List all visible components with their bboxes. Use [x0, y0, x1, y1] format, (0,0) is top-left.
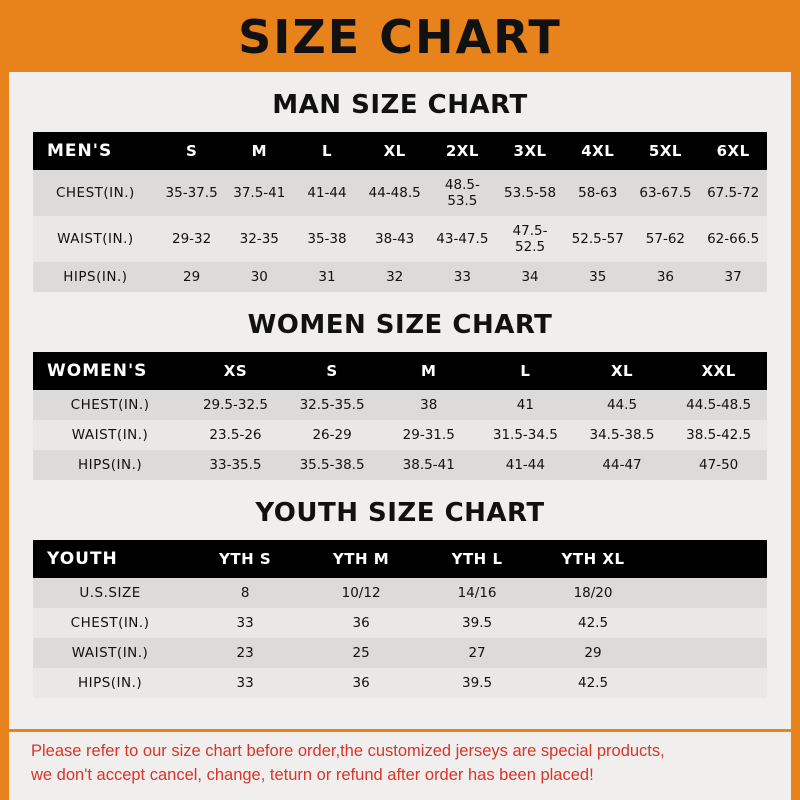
women-size-table	[33, 352, 767, 480]
column-header: MEN'S	[33, 132, 158, 170]
table-cell: 35-37.5	[158, 170, 226, 216]
table-cell: 41-44	[477, 450, 574, 480]
row-header: WAIST(IN.)	[33, 638, 187, 668]
row-header: HIPS(IN.)	[33, 668, 187, 698]
column-header: YTH S	[187, 540, 303, 578]
table-cell: 42.5	[535, 668, 651, 698]
table-cell	[651, 638, 767, 668]
column-header: YTH XL	[535, 540, 651, 578]
table-header-row	[33, 540, 767, 578]
table-cell: 44-47	[574, 450, 671, 480]
youth-size-table	[33, 540, 767, 698]
table-cell: 30	[225, 262, 293, 292]
table-row	[33, 608, 767, 638]
table-cell	[651, 578, 767, 608]
table-cell: 33	[187, 608, 303, 638]
table-cell: 38.5-42.5	[670, 420, 767, 450]
men-size-table	[33, 132, 767, 292]
table-row	[33, 450, 767, 480]
table-cell: 18/20	[535, 578, 651, 608]
table-cell: 29-32	[158, 216, 226, 262]
column-header: XXL	[670, 352, 767, 390]
column-header: 5XL	[632, 132, 700, 170]
table-cell: 47.5-52.5	[496, 216, 564, 262]
table-cell: 62-66.5	[699, 216, 767, 262]
table-row	[33, 262, 767, 292]
table-cell: 14/16	[419, 578, 535, 608]
table-row	[33, 390, 767, 420]
table-row	[33, 668, 767, 698]
table-row	[33, 578, 767, 608]
table-cell: 38	[380, 390, 477, 420]
table-cell: 35.5-38.5	[284, 450, 381, 480]
column-header: 6XL	[699, 132, 767, 170]
table-cell: 32-35	[225, 216, 293, 262]
column-header: XL	[574, 352, 671, 390]
column-header: S	[158, 132, 226, 170]
column-header: 2XL	[429, 132, 497, 170]
table-cell: 35	[564, 262, 632, 292]
table-header-row	[33, 132, 767, 170]
table-cell: 38-43	[361, 216, 429, 262]
table-cell: 44.5	[574, 390, 671, 420]
table-cell: 27	[419, 638, 535, 668]
table-cell: 52.5-57	[564, 216, 632, 262]
table-cell: 43-47.5	[429, 216, 497, 262]
table-cell: 57-62	[632, 216, 700, 262]
table-cell: 34	[496, 262, 564, 292]
table-cell: 42.5	[535, 608, 651, 638]
table-header-row	[33, 352, 767, 390]
footer-note-line-1: Please refer to our size chart before order,the customized jerseys are special products,	[31, 742, 665, 761]
column-header: YTH M	[303, 540, 419, 578]
table-cell: 36	[303, 608, 419, 638]
table-cell: 36	[303, 668, 419, 698]
table-cell: 29.5-32.5	[187, 390, 284, 420]
table-row	[33, 638, 767, 668]
row-header: HIPS(IN.)	[33, 262, 158, 292]
column-header: WOMEN'S	[33, 352, 187, 390]
column-header: L	[293, 132, 361, 170]
footer-note-line-2: we don't accept cancel, change, teturn or refund after order has been placed!	[31, 766, 594, 785]
table-cell	[651, 608, 767, 638]
table-cell: 23	[187, 638, 303, 668]
table-cell: 63-67.5	[632, 170, 700, 216]
table-cell: 32.5-35.5	[284, 390, 381, 420]
table-cell: 44-48.5	[361, 170, 429, 216]
table-cell: 8	[187, 578, 303, 608]
table-cell: 41	[477, 390, 574, 420]
table-cell: 29	[158, 262, 226, 292]
column-header: YTH L	[419, 540, 535, 578]
table-cell: 32	[361, 262, 429, 292]
table-cell: 37	[699, 262, 767, 292]
table-cell: 47-50	[670, 450, 767, 480]
table-cell: 37.5-41	[225, 170, 293, 216]
column-header: L	[477, 352, 574, 390]
table-cell: 26-29	[284, 420, 381, 450]
table-cell: 34.5-38.5	[574, 420, 671, 450]
page-title: SIZE CHART	[238, 10, 562, 64]
table-cell: 25	[303, 638, 419, 668]
column-header: XS	[187, 352, 284, 390]
table-cell: 33-35.5	[187, 450, 284, 480]
row-header: HIPS(IN.)	[33, 450, 187, 480]
table-cell: 58-63	[564, 170, 632, 216]
table-cell: 29	[535, 638, 651, 668]
column-header: YOUTH	[33, 540, 187, 578]
column-header: S	[284, 352, 381, 390]
row-header: WAIST(IN.)	[33, 420, 187, 450]
column-header: M	[380, 352, 477, 390]
banner	[9, 0, 791, 72]
table-row	[33, 170, 767, 216]
table-cell: 38.5-41	[380, 450, 477, 480]
table-cell: 23.5-26	[187, 420, 284, 450]
chart-content	[9, 90, 791, 704]
row-header: U.S.SIZE	[33, 578, 187, 608]
section-title-youth: YOUTH SIZE CHART	[255, 498, 545, 528]
table-cell	[651, 668, 767, 698]
table-cell: 29-31.5	[380, 420, 477, 450]
table-cell: 53.5-58	[496, 170, 564, 216]
row-header: CHEST(IN.)	[33, 608, 187, 638]
column-header: XL	[361, 132, 429, 170]
table-row	[33, 216, 767, 262]
column-header	[651, 540, 767, 578]
column-header: M	[225, 132, 293, 170]
row-header: WAIST(IN.)	[33, 216, 158, 262]
table-cell: 31	[293, 262, 361, 292]
table-cell: 41-44	[293, 170, 361, 216]
table-cell: 67.5-72	[699, 170, 767, 216]
table-cell: 36	[632, 262, 700, 292]
row-header: CHEST(IN.)	[33, 170, 158, 216]
section-title-women: WOMEN SIZE CHART	[247, 310, 553, 340]
table-cell: 33	[187, 668, 303, 698]
table-cell: 44.5-48.5	[670, 390, 767, 420]
table-cell: 35-38	[293, 216, 361, 262]
row-header: CHEST(IN.)	[33, 390, 187, 420]
table-cell: 48.5-53.5	[429, 170, 497, 216]
table-row	[33, 420, 767, 450]
table-cell: 39.5	[419, 608, 535, 638]
table-cell: 33	[429, 262, 497, 292]
column-header: 3XL	[496, 132, 564, 170]
section-title-men: MAN SIZE CHART	[272, 90, 528, 120]
footer-note	[9, 729, 791, 800]
table-cell: 31.5-34.5	[477, 420, 574, 450]
table-cell: 39.5	[419, 668, 535, 698]
column-header: 4XL	[564, 132, 632, 170]
table-cell: 10/12	[303, 578, 419, 608]
